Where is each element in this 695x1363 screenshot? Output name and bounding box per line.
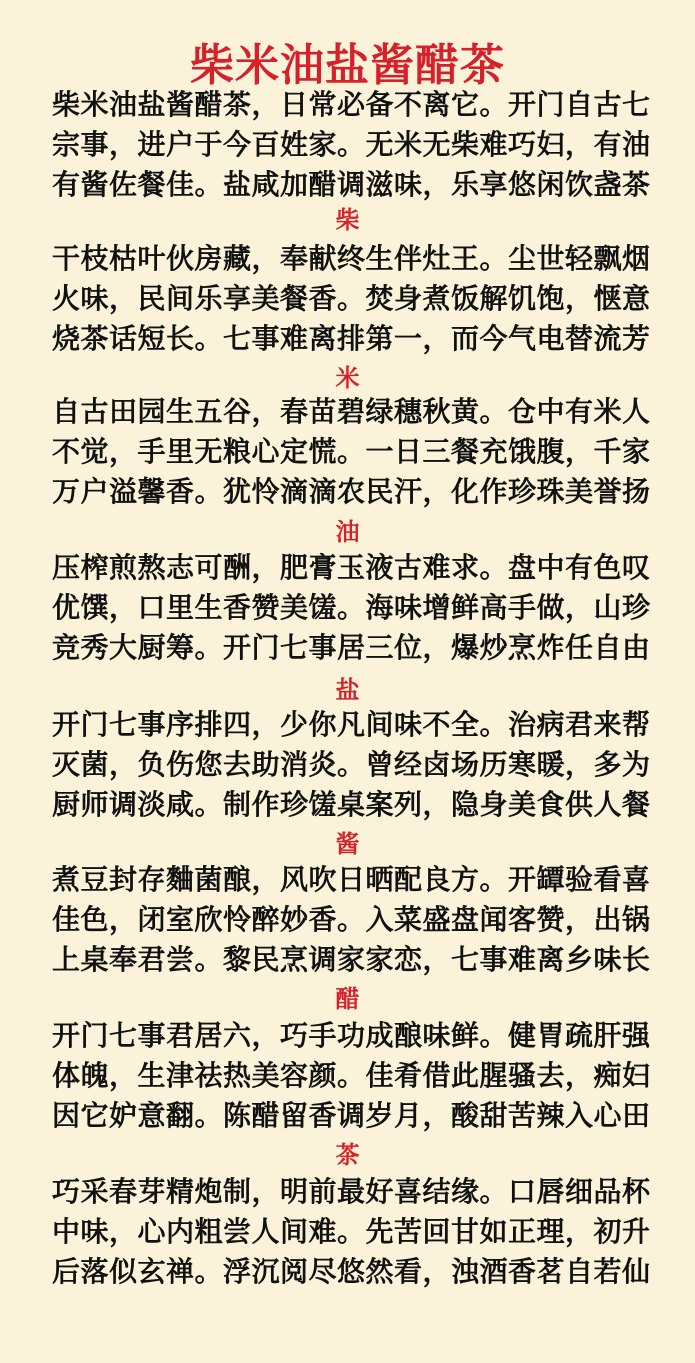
section-cha-line-3: 后落似玄禅。浮沉阅尽悠然看，浊酒香茗自若仙 xyxy=(52,1255,651,1288)
section-you-line-3: 竞秀大厨筹。开门七事居三位，爆炒烹炸任自由 xyxy=(52,631,651,664)
section-chai-line-1: 干枝枯叶伙房藏，奉献终生伴灶王。尘世轻飘烟 xyxy=(52,242,651,275)
section-heading-cu: 醋 xyxy=(335,985,360,1013)
section-you-line-1: 压榨煎熬志可酬，肥膏玉液古难求。盘中有色叹 xyxy=(52,551,651,584)
section-jiang-line-3: 上桌奉君尝。黎民烹调家家恋，七事难离乡味长 xyxy=(52,943,651,976)
intro-line-2: 宗事，进户于今百姓家。无米无柴难巧妇，有油 xyxy=(52,128,651,161)
poem-title: 柴米油盐酱醋茶 xyxy=(190,40,505,91)
section-chai-line-2: 火味，民间乐享美餐香。焚身煮饭解饥饱，惬意 xyxy=(52,282,651,315)
section-you-line-2: 优馔，口里生香赞美馐。海味增鲜高手做，山珍 xyxy=(52,591,651,624)
section-yan-line-2: 灭菌，负伤您去助消炎。曾经卤场历寒暖，多为 xyxy=(52,748,651,781)
section-cu-line-1: 开门七事君居六，巧手功成酿味鲜。健胃疏肝强 xyxy=(52,1019,651,1052)
section-mi-line-3: 万户溢馨香。犹怜滴滴农民汗，化作珍珠美誉扬 xyxy=(52,475,651,508)
section-heading-chai: 柴 xyxy=(335,206,360,234)
intro-line-1: 柴米油盐酱醋茶，日常必备不离它。开门自古七 xyxy=(52,88,651,121)
section-mi-line-1: 自古田园生五谷，春苗碧绿穗秋黄。仓中有米人 xyxy=(52,395,651,428)
section-heading-cha: 茶 xyxy=(335,1141,360,1169)
section-heading-yan: 盐 xyxy=(335,676,360,704)
section-heading-you: 油 xyxy=(335,518,360,546)
section-cha-line-1: 巧采春芽精炮制，明前最好喜结缘。口唇细品杯 xyxy=(52,1175,651,1208)
section-cu-line-3: 因它妒意翻。陈醋留香调岁月，酸甜苦辣入心田 xyxy=(52,1099,651,1132)
section-cu-line-2: 体魄，生津祛热美容颜。佳肴借此腥骚去，痴妇 xyxy=(52,1059,651,1092)
section-heading-jiang: 酱 xyxy=(335,830,360,858)
section-cha-line-2: 中味，心内粗尝人间难。先苦回甘如正理，初升 xyxy=(52,1215,651,1248)
section-jiang-line-2: 佳色，闭室欣怜醉妙香。入菜盛盘闻客赞，出锅 xyxy=(52,903,651,936)
section-heading-mi: 米 xyxy=(335,364,360,392)
intro-line-3: 有酱佐餐佳。盐咸加醋调滋味，乐享悠闲饮盏茶 xyxy=(52,168,651,201)
section-yan-line-3: 厨师调淡咸。制作珍馐桌案列，隐身美食供人餐 xyxy=(52,788,651,821)
section-jiang-line-1: 煮豆封存麯菌酿，风吹日晒配良方。开罈验看喜 xyxy=(52,863,651,896)
section-yan-line-1: 开门七事序排四，少你凡间味不全。治病君来帮 xyxy=(52,708,651,741)
section-mi-line-2: 不觉，手里无粮心定慌。一日三餐充饿腹，千家 xyxy=(52,435,651,468)
section-chai-line-3: 烧茶话短长。七事难离排第一，而今气电替流芳 xyxy=(52,322,651,355)
